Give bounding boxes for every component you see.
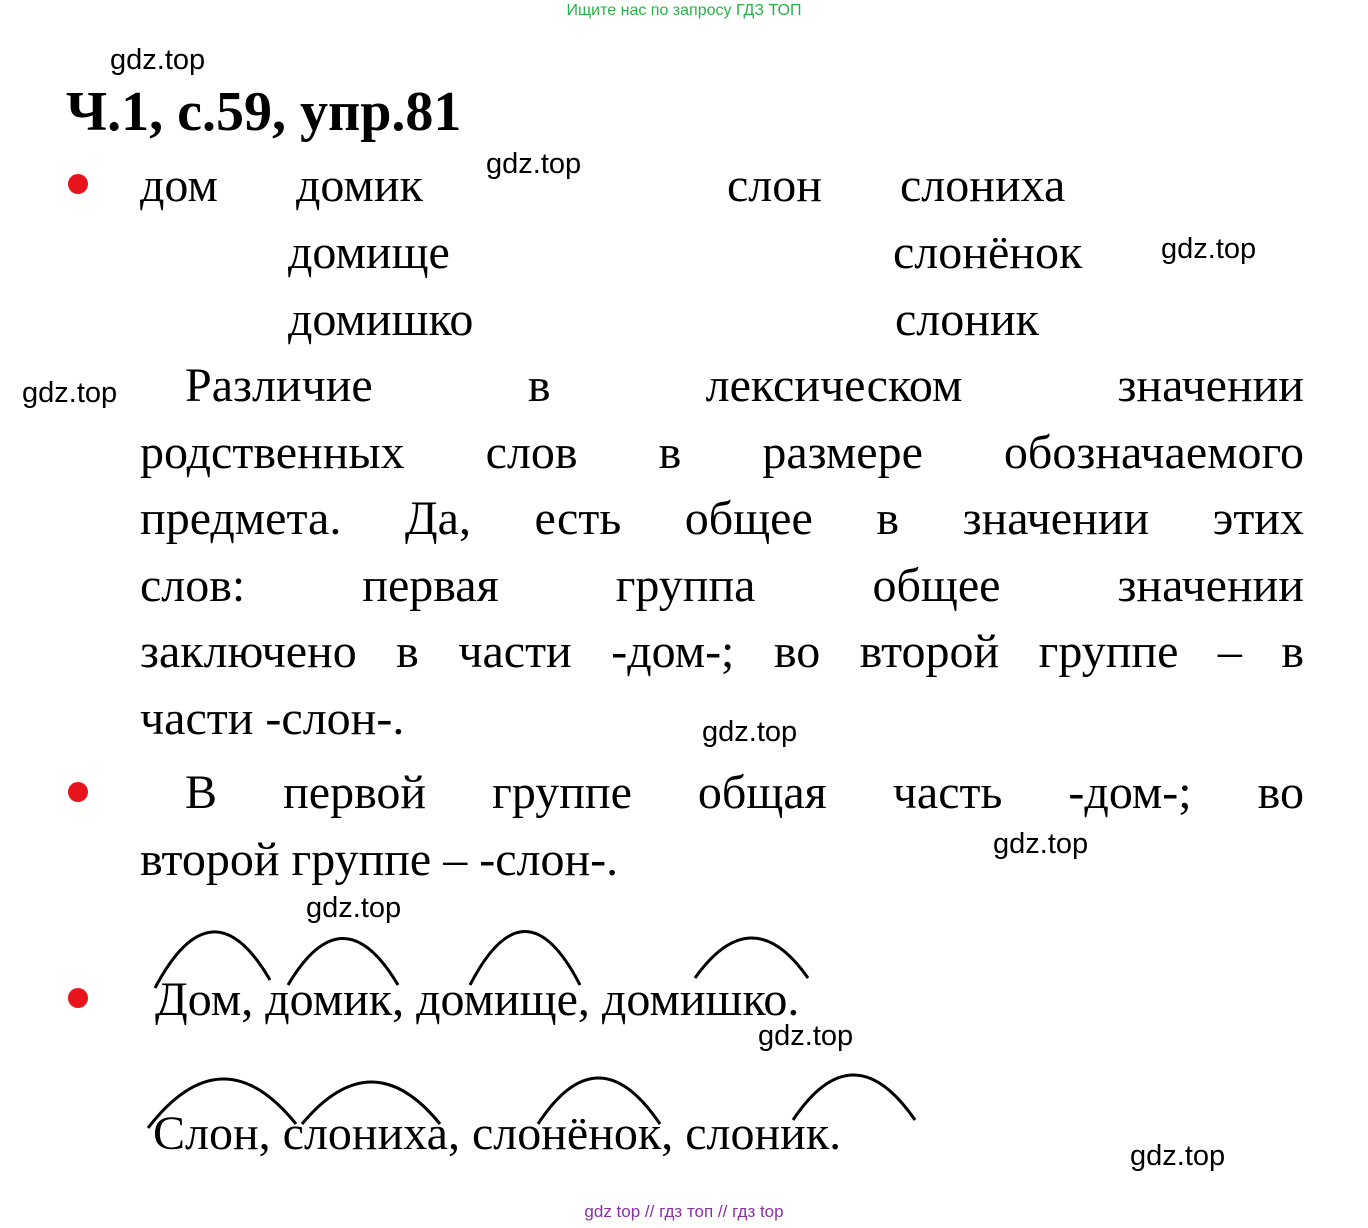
root-arc [695, 938, 808, 978]
paragraph-line: Различие в лексическом значении [185, 359, 1304, 412]
paragraph-line: второй группе – -слон-. [140, 832, 619, 886]
sentence-slon: Слон, слониха, слонёнок, слоник. [153, 1107, 842, 1160]
group2-word: слониха [900, 159, 1066, 212]
paragraph-line: заключено в части -дом-; во второй группе – в [140, 625, 1304, 678]
watermark: gdz.top [486, 148, 582, 180]
group1-word: домище [288, 226, 450, 279]
paragraph-line: части -слон-. [140, 691, 405, 745]
group2-word: слоник [895, 293, 1039, 346]
watermark: gdz.top [110, 44, 206, 76]
group2-word: слонёнок [893, 226, 1083, 279]
paragraph-line: родственных слов в размере обозначаемого [140, 425, 1304, 479]
sentence-dom: Дом, домик, домище, домишко. [155, 973, 800, 1026]
watermark: gdz.top [306, 892, 402, 924]
root-arc [288, 939, 398, 986]
watermark: gdz.top [702, 716, 798, 748]
root-arc [538, 1078, 660, 1124]
paragraph-line: слов: первая группа общее значении [140, 558, 1304, 612]
watermark: gdz.top [993, 828, 1089, 860]
page-title: Ч.1, с.59, упр.81 [66, 81, 462, 143]
paragraph-line: В первой группе общая часть -дом-; во [185, 766, 1304, 819]
watermark: gdz.top [1161, 233, 1257, 265]
watermark: gdz.top [758, 1020, 854, 1052]
root-arc [470, 932, 580, 986]
root-arc [793, 1075, 915, 1120]
root-arc [148, 1079, 296, 1128]
group1-word: домишко [288, 293, 474, 346]
footer-links: gdz top // гдз топ // гдз top [584, 1202, 784, 1221]
watermark: gdz.top [22, 377, 118, 409]
watermark: gdz.top [1130, 1140, 1226, 1172]
group1-word: домик [296, 159, 423, 212]
search-note: Ищите нас по запросу ГДЗ ТОП [566, 2, 802, 19]
paragraph-line: предмета. Да, есть общее в значении этих [140, 492, 1304, 545]
root-arc [155, 932, 270, 988]
group1-root: дом [140, 159, 218, 212]
group2-root: слон [727, 159, 822, 212]
root-arc [302, 1082, 440, 1124]
